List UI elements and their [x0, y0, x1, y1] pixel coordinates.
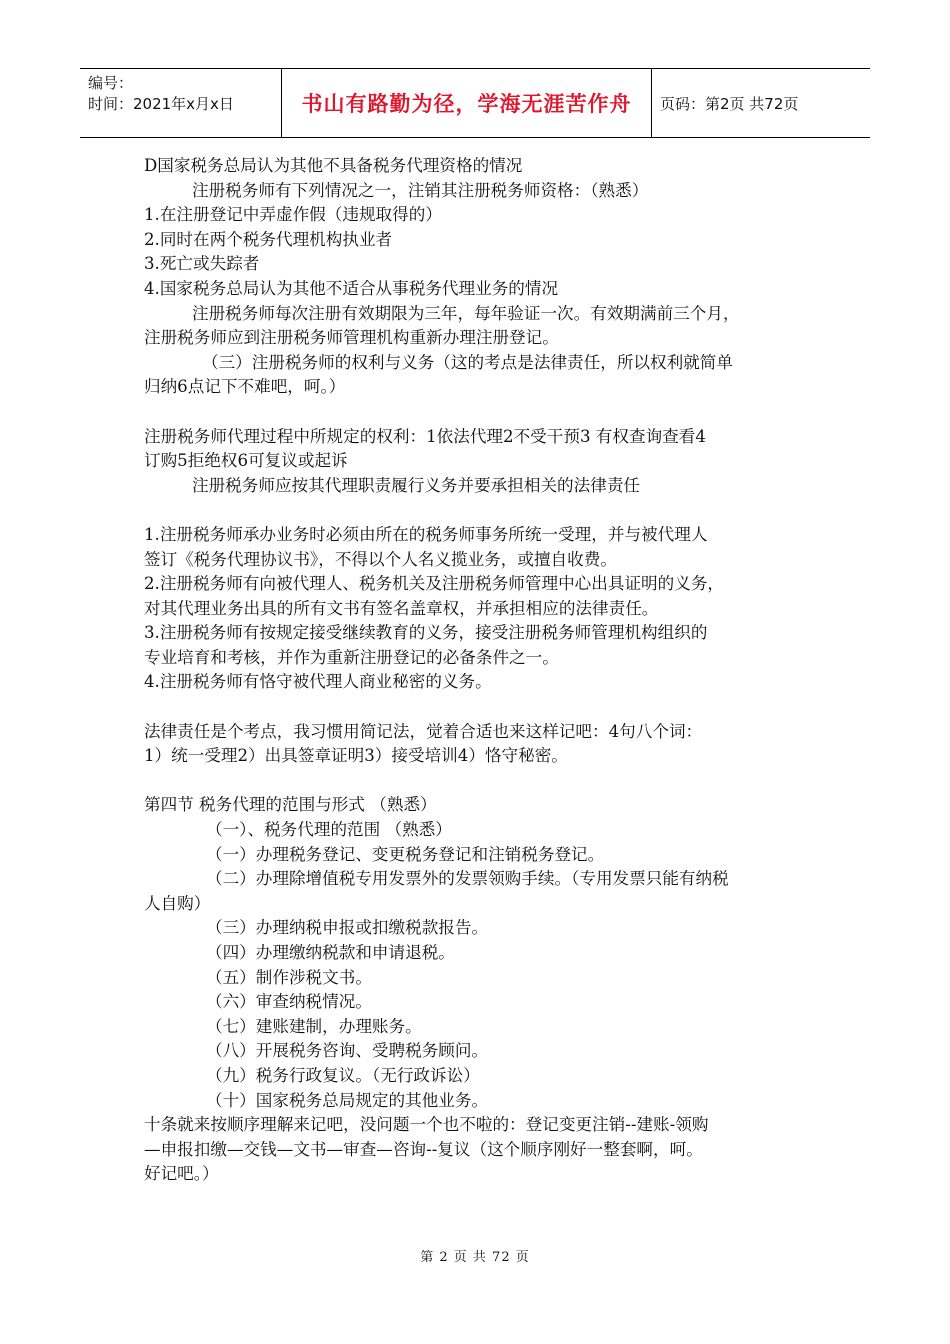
- body-line: 3.注册税务师有按规定接受继续教育的义务，接受注册税务师管理机构组织的: [144, 623, 708, 643]
- list-item: （二）办理除增值税专用发票外的发票领购手续。（专用发票只能有纳税: [206, 869, 729, 889]
- body-line: 4.国家税务总局认为其他不适合从事税务代理业务的情况: [144, 278, 559, 298]
- header-page-number: 页码：第2页 共72页: [660, 94, 799, 113]
- document-number: 编号：: [88, 74, 134, 92]
- body-line: 注册税务师应到注册税务师管理机构重新办理注册登记。: [144, 328, 559, 348]
- header-meta: [80, 69, 282, 137]
- body-line: 注册税务师有下列情况之一，注销其注册税务师资格：（熟悉）: [192, 180, 649, 200]
- section-heading: 第四节 税务代理的范围与形式 （熟悉）: [144, 795, 437, 815]
- body-line: 2.注册税务师有向被代理人、税务机关及注册税务师管理中心出具证明的义务，: [144, 574, 725, 594]
- body-line: 1）统一受理2）出具签章证明3）接受培训4）恪守秘密。: [144, 746, 568, 766]
- paragraph-gap: [144, 400, 824, 425]
- body-line: 4.注册税务师有恪守被代理人商业秘密的义务。: [144, 672, 492, 692]
- body-line: 2.同时在两个税务代理机构执业者: [144, 229, 393, 249]
- header-page-cell: [652, 69, 870, 137]
- body-line: 对其代理业务出具的所有文书有签名盖章权，并承担相应的法律责任。: [144, 598, 659, 618]
- list-item: （十）国家税务总局规定的其他业务。: [206, 1090, 489, 1110]
- page-header: [80, 68, 870, 138]
- list-item: （九）税务行政复议。（无行政诉讼）: [206, 1065, 480, 1085]
- body-line: 注册税务师应按其代理职责履行义务并要承担相关的法律责任: [192, 475, 641, 495]
- body-line: —申报扣缴—交钱—文书—审查—咨询--复议（这个顺序刚好一整套啊，呵。: [144, 1139, 703, 1159]
- body-line: （一）、税务代理的范围 （熟悉）: [206, 820, 452, 840]
- paragraph-gap: [144, 769, 824, 794]
- body-line: 注册税务师代理过程中所规定的权利：1依法代理2不受干预3 有权查询查看4: [144, 426, 706, 446]
- body-line: 3.死亡或失踪者: [144, 254, 260, 274]
- body-line: 好记吧。）: [144, 1164, 219, 1184]
- body-line: 归纳6点记下不难吧，呵。）: [144, 377, 346, 397]
- body-line: （三）注册税务师的权利与义务（这的考点是法律责任，所以权利就简单: [202, 352, 733, 372]
- body-line: 十条就来按顺序理解来记吧，没问题一个也不啦的：登记变更注销--建账-领购: [144, 1115, 709, 1135]
- body-line: 1.在注册登记中弄虚作假（违规取得的）: [144, 205, 442, 225]
- header-motto-cell: [282, 69, 652, 137]
- list-item: （八）开展税务咨询、受聘税务顾问。: [206, 1041, 489, 1061]
- paragraph-gap: [144, 695, 824, 720]
- body-line: D国家税务总局认为其他不具备税务代理资格的情况: [144, 156, 523, 175]
- body-line: 专业培育和考核，并作为重新注册登记的必备条件之一。: [144, 647, 559, 667]
- body-line: 法律责任是个考点，我习惯用简记法，觉着合适也来这样记吧：4句八个词：: [144, 721, 703, 741]
- page-footer: 第 2 页 共 72 页: [420, 1250, 530, 1265]
- body-line: 人自购）: [144, 893, 211, 913]
- list-item: （四）办理缴纳税款和申请退税。: [206, 943, 455, 962]
- list-item: （六）审查纳税情况。: [206, 992, 372, 1012]
- paragraph-gap: [144, 498, 824, 523]
- list-item: （三）办理纳税申报或扣缴税款报告。: [206, 918, 489, 938]
- list-item: （一）办理税务登记、变更税务登记和注销税务登记。: [206, 844, 605, 864]
- document-date: 时间：2021年x月x日: [88, 95, 234, 113]
- header-motto: 书山有路勤为径，学海无涯苦作舟: [301, 92, 632, 116]
- body-line: 注册税务师每次注册有效期限为三年，每年验证一次。有效期满前三个月，: [192, 303, 740, 323]
- body-line: 1.注册税务师承办业务时必须由所在的税务师事务所统一受理，并与被代理人: [144, 524, 708, 544]
- body-line: 签订《税务代理协议书》，不得以个人名义揽业务，或擅自收费。: [144, 549, 617, 569]
- document-body: [144, 154, 824, 1187]
- body-line: 订购5拒绝权6可复议或起诉: [144, 451, 348, 471]
- list-item: （七）建账建制，办理账务。: [206, 1016, 422, 1036]
- list-item: （五）制作涉税文书。: [206, 967, 372, 987]
